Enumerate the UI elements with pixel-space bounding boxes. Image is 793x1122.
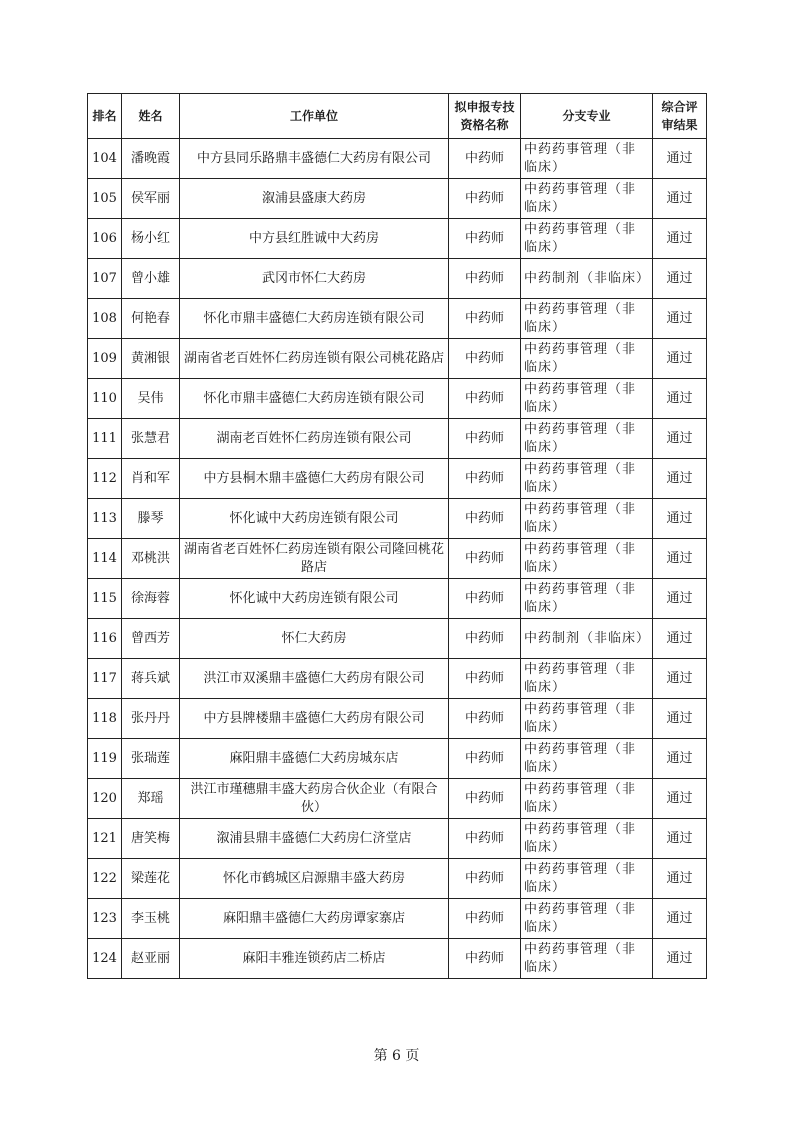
specialty-cell: 中药药事管理（非临床） (521, 739, 653, 779)
header-rank: 排名 (88, 94, 122, 139)
specialty-cell: 中药制剂（非临床） (521, 259, 653, 299)
result-cell: 通过 (653, 539, 707, 579)
rank-cell: 105 (88, 179, 122, 219)
name-cell: 肖和军 (122, 459, 180, 499)
specialty-cell: 中药药事管理（非临床） (521, 539, 653, 579)
qualification-cell: 中药师 (449, 699, 521, 739)
result-cell: 通过 (653, 379, 707, 419)
result-cell: 通过 (653, 139, 707, 179)
specialty-cell: 中药药事管理（非临床） (521, 699, 653, 739)
workplace-cell: 中方县桐木鼎丰盛德仁大药房有限公司 (180, 459, 449, 499)
rank-cell: 110 (88, 379, 122, 419)
result-cell: 通过 (653, 819, 707, 859)
specialty-cell: 中药制剂（非临床） (521, 619, 653, 659)
name-cell: 邓桃洪 (122, 539, 180, 579)
table-row (88, 939, 707, 979)
table-row (88, 419, 707, 459)
rank-cell: 108 (88, 299, 122, 339)
workplace-cell: 怀化市鼎丰盛德仁大药房连锁有限公司 (180, 299, 449, 339)
rank-cell: 111 (88, 419, 122, 459)
result-cell: 通过 (653, 419, 707, 459)
rank-cell: 114 (88, 539, 122, 579)
qualification-cell: 中药师 (449, 259, 521, 299)
result-cell: 通过 (653, 259, 707, 299)
qualification-cell: 中药师 (449, 819, 521, 859)
table-row (88, 539, 707, 579)
rank-cell: 123 (88, 899, 122, 939)
workplace-cell: 怀仁大药房 (180, 619, 449, 659)
result-cell: 通过 (653, 939, 707, 979)
workplace-cell: 溆浦县鼎丰盛德仁大药房仁济堂店 (180, 819, 449, 859)
workplace-cell: 麻阳丰雅连锁药店二桥店 (180, 939, 449, 979)
name-cell: 曾西芳 (122, 619, 180, 659)
name-cell: 侯军丽 (122, 179, 180, 219)
qualification-cell: 中药师 (449, 339, 521, 379)
result-cell: 通过 (653, 339, 707, 379)
table-row (88, 779, 707, 819)
workplace-cell: 怀化市鹤城区启源鼎丰盛大药房 (180, 859, 449, 899)
specialty-cell: 中药药事管理（非临床） (521, 659, 653, 699)
rank-cell: 109 (88, 339, 122, 379)
specialty-cell: 中药药事管理（非临床） (521, 219, 653, 259)
workplace-cell: 洪江市双溪鼎丰盛德仁大药房有限公司 (180, 659, 449, 699)
name-cell: 黄湘银 (122, 339, 180, 379)
table-row (88, 659, 707, 699)
header-name: 姓名 (122, 94, 180, 139)
workplace-cell: 怀化诚中大药房连锁有限公司 (180, 499, 449, 539)
result-cell: 通过 (653, 859, 707, 899)
qualification-cell: 中药师 (449, 539, 521, 579)
specialty-cell: 中药药事管理（非临床） (521, 299, 653, 339)
specialty-cell: 中药药事管理（非临床） (521, 379, 653, 419)
rank-cell: 112 (88, 459, 122, 499)
name-cell: 李玉桃 (122, 899, 180, 939)
table-header-row (88, 94, 707, 139)
name-cell: 梁莲花 (122, 859, 180, 899)
rank-cell: 107 (88, 259, 122, 299)
workplace-cell: 中方县牌楼鼎丰盛德仁大药房有限公司 (180, 699, 449, 739)
workplace-cell: 麻阳鼎丰盛德仁大药房城东店 (180, 739, 449, 779)
rank-cell: 117 (88, 659, 122, 699)
header-result: 综合评审结果 (653, 94, 707, 139)
result-cell: 通过 (653, 299, 707, 339)
rank-cell: 116 (88, 619, 122, 659)
table-row (88, 379, 707, 419)
workplace-cell: 湖南省老百姓怀仁药房连锁有限公司隆回桃花路店 (180, 539, 449, 579)
qualification-cell: 中药师 (449, 419, 521, 459)
qualification-cell: 中药师 (449, 139, 521, 179)
specialty-cell: 中药药事管理（非临床） (521, 579, 653, 619)
result-cell: 通过 (653, 899, 707, 939)
rank-cell: 113 (88, 499, 122, 539)
workplace-cell: 洪江市瑾穗鼎丰盛大药房合伙企业（有限合伙） (180, 779, 449, 819)
name-cell: 张慧君 (122, 419, 180, 459)
result-cell: 通过 (653, 739, 707, 779)
table-row (88, 139, 707, 179)
page-number: 第 6 页 (373, 1048, 420, 1064)
table-row (88, 619, 707, 659)
qualification-cell: 中药师 (449, 299, 521, 339)
table-body (88, 139, 707, 979)
workplace-cell: 湖南老百姓怀仁药房连锁有限公司 (180, 419, 449, 459)
table-row (88, 899, 707, 939)
specialty-cell: 中药药事管理（非临床） (521, 139, 653, 179)
name-cell: 张瑞莲 (122, 739, 180, 779)
qualification-cell: 中药师 (449, 579, 521, 619)
specialty-cell: 中药药事管理（非临床） (521, 939, 653, 979)
name-cell: 滕琴 (122, 499, 180, 539)
table-row (88, 219, 707, 259)
qualification-cell: 中药师 (449, 859, 521, 899)
rank-cell: 115 (88, 579, 122, 619)
workplace-cell: 湖南省老百姓怀仁药房连锁有限公司桃花路店 (180, 339, 449, 379)
result-cell: 通过 (653, 459, 707, 499)
rank-cell: 120 (88, 779, 122, 819)
rank-cell: 121 (88, 819, 122, 859)
specialty-cell: 中药药事管理（非临床） (521, 459, 653, 499)
result-cell: 通过 (653, 779, 707, 819)
specialty-cell: 中药药事管理（非临床） (521, 819, 653, 859)
workplace-cell: 麻阳鼎丰盛德仁大药房谭家寨店 (180, 899, 449, 939)
specialty-cell: 中药药事管理（非临床） (521, 779, 653, 819)
table-row (88, 179, 707, 219)
rank-cell: 124 (88, 939, 122, 979)
table-row (88, 459, 707, 499)
result-cell: 通过 (653, 579, 707, 619)
rank-cell: 122 (88, 859, 122, 899)
table-row (88, 739, 707, 779)
table-row (88, 339, 707, 379)
result-cell: 通过 (653, 659, 707, 699)
name-cell: 徐海蓉 (122, 579, 180, 619)
result-cell: 通过 (653, 219, 707, 259)
workplace-cell: 怀化市鼎丰盛德仁大药房连锁有限公司 (180, 379, 449, 419)
qualification-cell: 中药师 (449, 899, 521, 939)
result-cell: 通过 (653, 619, 707, 659)
result-cell: 通过 (653, 499, 707, 539)
table-row (88, 699, 707, 739)
qualification-cell: 中药师 (449, 379, 521, 419)
result-cell: 通过 (653, 179, 707, 219)
name-cell: 何艳春 (122, 299, 180, 339)
workplace-cell: 溆浦县盛康大药房 (180, 179, 449, 219)
qualification-cell: 中药师 (449, 779, 521, 819)
table-row (88, 499, 707, 539)
specialty-cell: 中药药事管理（非临床） (521, 419, 653, 459)
qualification-cell: 中药师 (449, 219, 521, 259)
qualification-cell: 中药师 (449, 739, 521, 779)
qualification-cell: 中药师 (449, 659, 521, 699)
rank-cell: 106 (88, 219, 122, 259)
qualification-cell: 中药师 (449, 459, 521, 499)
table-row (88, 859, 707, 899)
header-workplace: 工作单位 (180, 94, 449, 139)
specialty-cell: 中药药事管理（非临床） (521, 899, 653, 939)
name-cell: 赵亚丽 (122, 939, 180, 979)
name-cell: 潘晚霞 (122, 139, 180, 179)
workplace-cell: 怀化诚中大药房连锁有限公司 (180, 579, 449, 619)
specialty-cell: 中药药事管理（非临床） (521, 339, 653, 379)
result-cell: 通过 (653, 699, 707, 739)
specialty-cell: 中药药事管理（非临床） (521, 859, 653, 899)
rank-cell: 119 (88, 739, 122, 779)
name-cell: 杨小红 (122, 219, 180, 259)
qualification-cell: 中药师 (449, 179, 521, 219)
name-cell: 郑瑶 (122, 779, 180, 819)
rank-cell: 118 (88, 699, 122, 739)
rank-cell: 104 (88, 139, 122, 179)
workplace-cell: 武冈市怀仁大药房 (180, 259, 449, 299)
results-table (87, 93, 707, 979)
table-row (88, 299, 707, 339)
table-row (88, 259, 707, 299)
workplace-cell: 中方县同乐路鼎丰盛德仁大药房有限公司 (180, 139, 449, 179)
name-cell: 曾小雄 (122, 259, 180, 299)
name-cell: 吴伟 (122, 379, 180, 419)
table-row (88, 819, 707, 859)
header-qualification: 拟申报专技资格名称 (449, 94, 521, 139)
header-specialty: 分支专业 (521, 94, 653, 139)
qualification-cell: 中药师 (449, 499, 521, 539)
workplace-cell: 中方县红胜诚中大药房 (180, 219, 449, 259)
specialty-cell: 中药药事管理（非临床） (521, 179, 653, 219)
qualification-cell: 中药师 (449, 619, 521, 659)
qualification-cell: 中药师 (449, 939, 521, 979)
name-cell: 唐笑梅 (122, 819, 180, 859)
name-cell: 张丹丹 (122, 699, 180, 739)
table-row (88, 579, 707, 619)
specialty-cell: 中药药事管理（非临床） (521, 499, 653, 539)
name-cell: 蒋兵斌 (122, 659, 180, 699)
